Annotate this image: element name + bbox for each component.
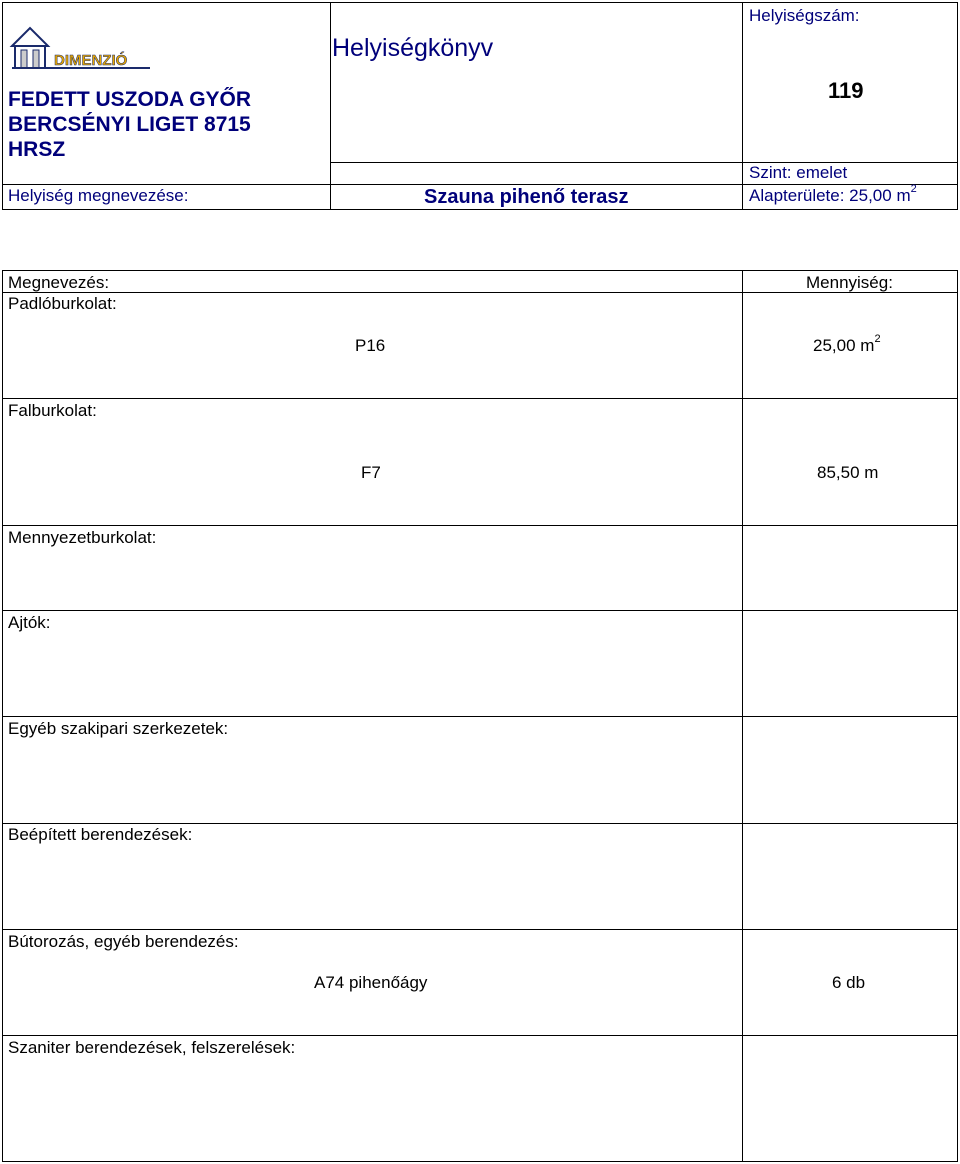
area-unit-sup: 2 [910,183,917,196]
area-label: Alapterülete: 25,00 m [749,186,911,205]
row-separator [2,716,958,717]
qty-value: 25,00 m [813,336,875,355]
header-divider-2 [742,2,743,210]
row-item-wall: F7 [361,463,381,482]
room-number: 119 [828,78,864,103]
row-separator [2,1035,958,1036]
project-title-line1: FEDETT USZODA GYŐR [8,88,252,111]
row-label-ceiling: Mennyezetburkolat: [8,528,157,547]
row-label-sanitary: Szaniter berendezések, felszerelések: [8,1038,296,1057]
svg-text:DIMENZIÓ: DIMENZIÓ [54,52,128,69]
project-title-line2: BERCSÉNYI LIGET 8715 [8,113,251,136]
row-separator [2,398,958,399]
column-header-name: Megnevezés: [8,273,110,292]
header-hline-level [330,162,958,163]
row-separator [2,610,958,611]
row-separator [2,929,958,930]
qty-unit-sup: 2 [874,333,881,346]
row-qty-furniture: 6 db [832,973,866,992]
header-divider-1 [330,2,331,210]
row-label-floor: Padlóburkolat: [8,294,117,313]
row-separator [2,823,958,824]
row-label-other-structures: Egyéb szakipari szerkezetek: [8,719,229,738]
header-hline-name [2,184,958,185]
area-text [749,183,917,206]
row-label-wall: Falburkolat: [8,401,97,420]
room-name-label: Helyiség megnevezése: [8,186,189,205]
book-title: Helyiségkönyv [332,34,494,62]
row-item-floor: P16 [355,336,386,355]
column-header-quantity: Mennyiség: [806,273,893,292]
room-name: Szauna pihenő terasz [424,186,629,208]
row-label-doors: Ajtók: [8,613,51,632]
row-item-furniture: A74 pihenőágy [314,973,428,992]
row-label-furniture: Bútorozás, egyéb berendezés: [8,932,239,951]
house-logo-icon [8,22,153,72]
room-number-label: Helyiségszám: [749,6,860,25]
project-title-line3: HRSZ [8,138,66,161]
row-label-built-in: Beépített berendezések: [8,825,193,844]
row-qty-wall: 85,50 m [817,463,879,482]
level-text: Szint: emelet [749,163,848,182]
row-qty-floor [813,333,881,356]
row-separator [2,525,958,526]
company-logo [8,22,153,72]
